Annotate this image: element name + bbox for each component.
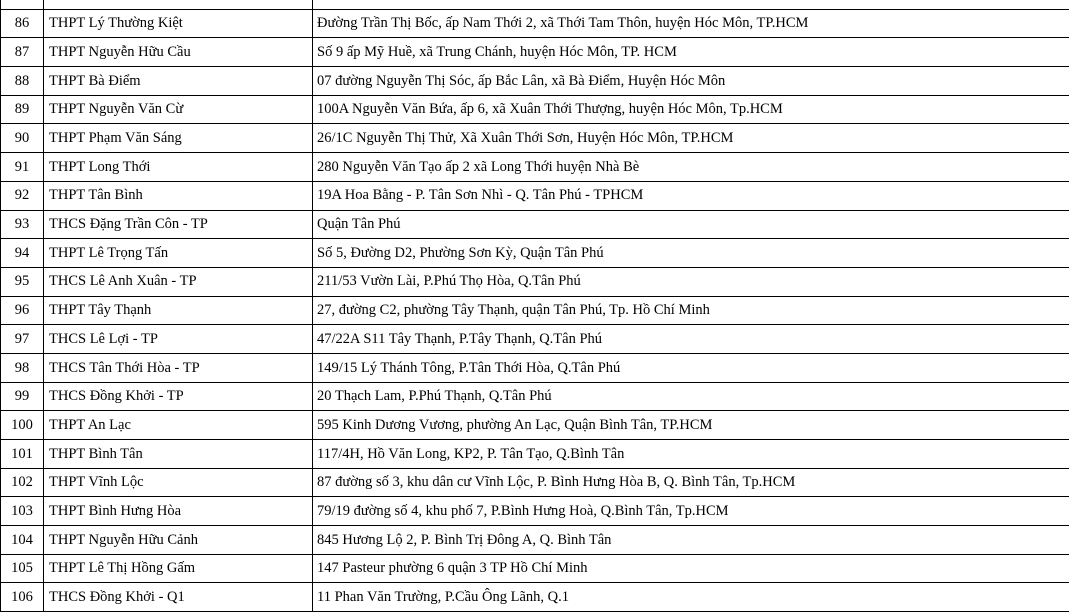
row-number-cell: 93 bbox=[1, 210, 44, 239]
row-number-cell: 87 bbox=[1, 38, 44, 67]
school-name-cell: THPT Long Thới bbox=[44, 153, 313, 182]
school-address-cell: Số 5, Đường D2, Phường Sơn Kỳ, Quận Tân Phú bbox=[313, 239, 1069, 268]
table-row bbox=[1, 181, 1069, 210]
row-number-cell: 89 bbox=[1, 95, 44, 124]
row-number-cell: 98 bbox=[1, 353, 44, 382]
school-address-cell: 79/19 đường số 4, khu phố 7, P.Bình Hưng Hoà, Q.Bình Tân, Tp.HCM bbox=[313, 497, 1069, 526]
table-row bbox=[1, 440, 1069, 469]
table-row bbox=[1, 353, 1069, 382]
school-name-cell bbox=[44, 0, 313, 9]
table-row bbox=[1, 95, 1069, 124]
row-number-cell: 92 bbox=[1, 181, 44, 210]
school-address-cell: Số 9 ấp Mỹ Huề, xã Trung Chánh, huyện Hóc Môn, TP. HCM bbox=[313, 38, 1069, 67]
table-row bbox=[1, 325, 1069, 354]
row-number-cell: 105 bbox=[1, 554, 44, 583]
row-number-cell: 90 bbox=[1, 124, 44, 153]
table-row bbox=[1, 382, 1069, 411]
school-name-cell: THCS Lê Anh Xuân - TP bbox=[44, 267, 313, 296]
school-address-cell: 595 Kinh Dương Vương, phường An Lạc, Quận Bình Tân, TP.HCM bbox=[313, 411, 1069, 440]
school-address-cell bbox=[313, 0, 1069, 9]
school-name-cell: THPT Lý Thường Kiệt bbox=[44, 9, 313, 38]
row-number-cell: 97 bbox=[1, 325, 44, 354]
row-number-cell: 101 bbox=[1, 440, 44, 469]
school-name-cell: THCS Tân Thới Hòa - TP bbox=[44, 353, 313, 382]
row-number-cell bbox=[1, 0, 44, 9]
school-address-cell: 87 đường số 3, khu dân cư Vĩnh Lộc, P. Bình Hưng Hòa B, Q. Bình Tân, Tp.HCM bbox=[313, 468, 1069, 497]
table-row bbox=[1, 210, 1069, 239]
school-name-cell: THPT Tân Bình bbox=[44, 181, 313, 210]
row-number-cell: 86 bbox=[1, 9, 44, 38]
table-row bbox=[1, 0, 1069, 9]
table-row bbox=[1, 583, 1069, 612]
school-name-cell: THPT Vĩnh Lộc bbox=[44, 468, 313, 497]
table-row bbox=[1, 468, 1069, 497]
school-name-cell: THPT An Lạc bbox=[44, 411, 313, 440]
table-row bbox=[1, 153, 1069, 182]
school-address-cell: 07 đường Nguyễn Thị Sóc, ấp Bắc Lân, xã Bà Điểm, Huyện Hóc Môn bbox=[313, 67, 1069, 96]
school-address-cell: 26/1C Nguyễn Thị Thử, Xã Xuân Thới Sơn, Huyện Hóc Môn, TP.HCM bbox=[313, 124, 1069, 153]
school-name-cell: THCS Đặng Trần Côn - TP bbox=[44, 210, 313, 239]
table-row bbox=[1, 124, 1069, 153]
table-row bbox=[1, 497, 1069, 526]
school-address-cell: 11 Phan Văn Trường, P.Cầu Ông Lãnh, Q.1 bbox=[313, 583, 1069, 612]
row-number-cell: 95 bbox=[1, 267, 44, 296]
school-name-cell: THPT Nguyễn Hữu Cầu bbox=[44, 38, 313, 67]
table-row bbox=[1, 554, 1069, 583]
row-number-cell: 96 bbox=[1, 296, 44, 325]
table-row bbox=[1, 526, 1069, 555]
table-row bbox=[1, 9, 1069, 38]
school-name-cell: THCS Đồng Khởi - Q1 bbox=[44, 583, 313, 612]
school-address-cell: 47/22A S11 Tây Thạnh, P.Tây Thạnh, Q.Tân Phú bbox=[313, 325, 1069, 354]
school-name-cell: THPT Tây Thạnh bbox=[44, 296, 313, 325]
school-name-cell: THPT Nguyễn Hữu Cảnh bbox=[44, 526, 313, 555]
school-table-body bbox=[1, 0, 1069, 612]
school-address-cell: 19A Hoa Bằng - P. Tân Sơn Nhì - Q. Tân Phú - TPHCM bbox=[313, 181, 1069, 210]
row-number-cell: 102 bbox=[1, 468, 44, 497]
school-name-cell: THPT Bình Hưng Hòa bbox=[44, 497, 313, 526]
row-number-cell: 100 bbox=[1, 411, 44, 440]
table-row bbox=[1, 296, 1069, 325]
school-name-cell: THCS Lê Lợi - TP bbox=[44, 325, 313, 354]
table-row bbox=[1, 67, 1069, 96]
row-number-cell: 103 bbox=[1, 497, 44, 526]
school-address-cell: 149/15 Lý Thánh Tông, P.Tân Thới Hòa, Q.Tân Phú bbox=[313, 353, 1069, 382]
school-name-cell: THPT Phạm Văn Sáng bbox=[44, 124, 313, 153]
row-number-cell: 94 bbox=[1, 239, 44, 268]
school-name-cell: THCS Đồng Khởi - TP bbox=[44, 382, 313, 411]
school-name-cell: THPT Bà Điểm bbox=[44, 67, 313, 96]
row-number-cell: 106 bbox=[1, 583, 44, 612]
school-address-cell: 280 Nguyễn Văn Tạo ấp 2 xã Long Thới huyện Nhà Bè bbox=[313, 153, 1069, 182]
school-address-cell: 100A Nguyễn Văn Bứa, ấp 6, xã Xuân Thới Thượng, huyện Hóc Môn, Tp.HCM bbox=[313, 95, 1069, 124]
row-number-cell: 91 bbox=[1, 153, 44, 182]
school-name-cell: THPT Lê Thị Hồng Gấm bbox=[44, 554, 313, 583]
school-name-cell: THPT Nguyễn Văn Cừ bbox=[44, 95, 313, 124]
table-row bbox=[1, 239, 1069, 268]
table-row bbox=[1, 267, 1069, 296]
table-row bbox=[1, 411, 1069, 440]
school-name-cell: THPT Bình Tân bbox=[44, 440, 313, 469]
table-row bbox=[1, 38, 1069, 67]
row-number-cell: 99 bbox=[1, 382, 44, 411]
school-address-cell: 845 Hương Lộ 2, P. Bình Trị Đông A, Q. Bình Tân bbox=[313, 526, 1069, 555]
school-address-cell: 147 Pasteur phường 6 quận 3 TP Hồ Chí Minh bbox=[313, 554, 1069, 583]
school-address-cell: 211/53 Vườn Lài, P.Phú Thọ Hòa, Q.Tân Phú bbox=[313, 267, 1069, 296]
school-address-cell: Quận Tân Phú bbox=[313, 210, 1069, 239]
row-number-cell: 88 bbox=[1, 67, 44, 96]
school-address-cell: 117/4H, Hồ Văn Long, KP2, P. Tân Tạo, Q.Bình Tân bbox=[313, 440, 1069, 469]
school-address-cell: Đường Trần Thị Bốc, ấp Nam Thới 2, xã Thới Tam Thôn, huyện Hóc Môn, TP.HCM bbox=[313, 9, 1069, 38]
row-number-cell: 104 bbox=[1, 526, 44, 555]
school-name-cell: THPT Lê Trọng Tấn bbox=[44, 239, 313, 268]
school-address-cell: 27, đường C2, phường Tây Thạnh, quận Tân Phú, Tp. Hồ Chí Minh bbox=[313, 296, 1069, 325]
school-address-cell: 20 Thạch Lam, P.Phú Thạnh, Q.Tân Phú bbox=[313, 382, 1069, 411]
